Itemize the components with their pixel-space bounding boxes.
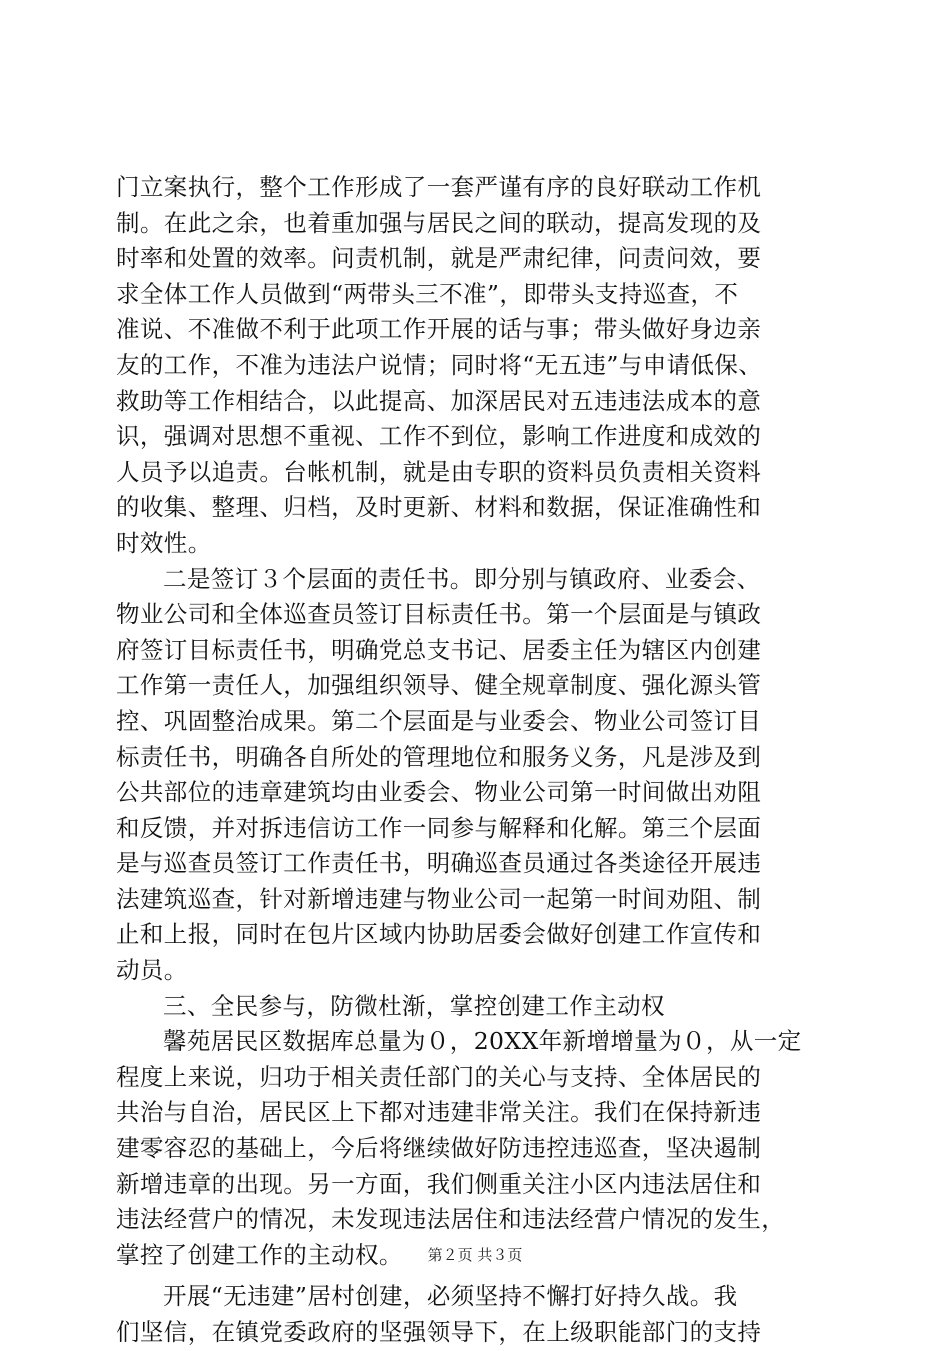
text-line: 求全体工作人员做到“两带头三不准”，即带头支持巡查，不 — [116, 279, 739, 308]
text-line: 工作第一责任人，加强组织领导、健全规章制度、强化源头管 — [116, 671, 762, 700]
section-heading: 三、全民参与，防微杜渐，掌控创建工作主动权 — [163, 991, 665, 1020]
text-line: 府签订目标责任书，明确党总支书记、居委主任为辖区内创建 — [116, 635, 762, 664]
paragraph-start-line: 馨苑居民区数据库总量为０，20XX年新增增量为０，从一定 — [163, 1027, 802, 1056]
text-line: 程度上来说，归功于相关责任部门的关心与支持、全体居民的 — [116, 1062, 762, 1091]
text-line: 动员。 — [116, 956, 188, 985]
text-line: 止和上报，同时在包片区域内协助居委会做好创建工作宣传和 — [116, 920, 762, 949]
text-line: 违法经营户的情况，未发现违法居住和违法经营户情况的发生， — [116, 1205, 786, 1234]
text-line: 物业公司和全体巡查员签订目标责任书。第一个层面是与镇政 — [116, 600, 762, 629]
document-body — [116, 170, 836, 1351]
text-line: 准说、不准做不利于此项工作开展的话与事；带头做好身边亲 — [116, 315, 762, 344]
text-line: 时率和处置的效率。问责机制，就是严肃纪律，问责问效，要 — [116, 244, 762, 273]
text-line: 共治与自治，居民区上下都对违建非常关注。我们在保持新违 — [116, 1098, 762, 1127]
text-line: 新增违章的出现。另一方面，我们侧重关注小区内违法居住和 — [116, 1169, 762, 1198]
text-line: 标责任书，明确各自所处的管理地位和服务义务，凡是涉及到 — [116, 742, 762, 771]
text-line: 制。在此之余，也着重加强与居民之间的联动，提高发现的及 — [116, 208, 762, 237]
text-line: 是与巡查员签订工作责任书，明确巡查员通过各类途径开展违 — [116, 849, 762, 878]
text-line: 识，强调对思想不重视、工作不到位，影响工作进度和成效的 — [116, 422, 762, 451]
text-line: 法建筑巡查，针对新增违建与物业公司一起第一时间劝阻、制 — [116, 884, 762, 913]
text-line: 和反馈，并对拆违信访工作一同参与解释和化解。第三个层面 — [116, 813, 762, 842]
text-line: 友的工作，不准为违法户说情；同时将“无五违”与申请低保、 — [116, 350, 763, 379]
text-line: 们坚信，在镇党委政府的坚强领导下，在上级职能部门的支持 — [116, 1318, 762, 1346]
text-line: 时效性。 — [116, 528, 212, 557]
page-number-footer: 第２页 共３页 — [427, 1246, 523, 1264]
text-line: 的收集、整理、归档，及时更新、材料和数据，保证准确性和 — [116, 493, 762, 522]
text-line: 门立案执行，整个工作形成了一套严谨有序的良好联动工作机 — [116, 173, 762, 201]
text-line: 掌控了创建工作的主动权。 — [116, 1240, 403, 1269]
text-line: 救助等工作相结合，以此提高、加深居民对五违违法成本的意 — [116, 386, 762, 415]
paragraph-start-line: 二是签订３个层面的责任书。即分别与镇政府、业委会、 — [163, 564, 761, 593]
text-line: 公共部位的违章建筑均由业委会、物业公司第一时间做出劝阻 — [116, 778, 762, 807]
paragraph-start-line: 开展“无违建”居村创建，必须坚持不懈打好持久战。我 — [163, 1282, 738, 1311]
text-line: 建零容忍的基础上，今后将继续做好防违控违巡查，坚决遏制 — [116, 1134, 762, 1163]
text-line: 控、巩固整治成果。第二个层面是与业委会、物业公司签订目 — [116, 706, 762, 735]
text-line: 人员予以追责。台帐机制，就是由专职的资料员负责相关资料 — [116, 457, 762, 486]
